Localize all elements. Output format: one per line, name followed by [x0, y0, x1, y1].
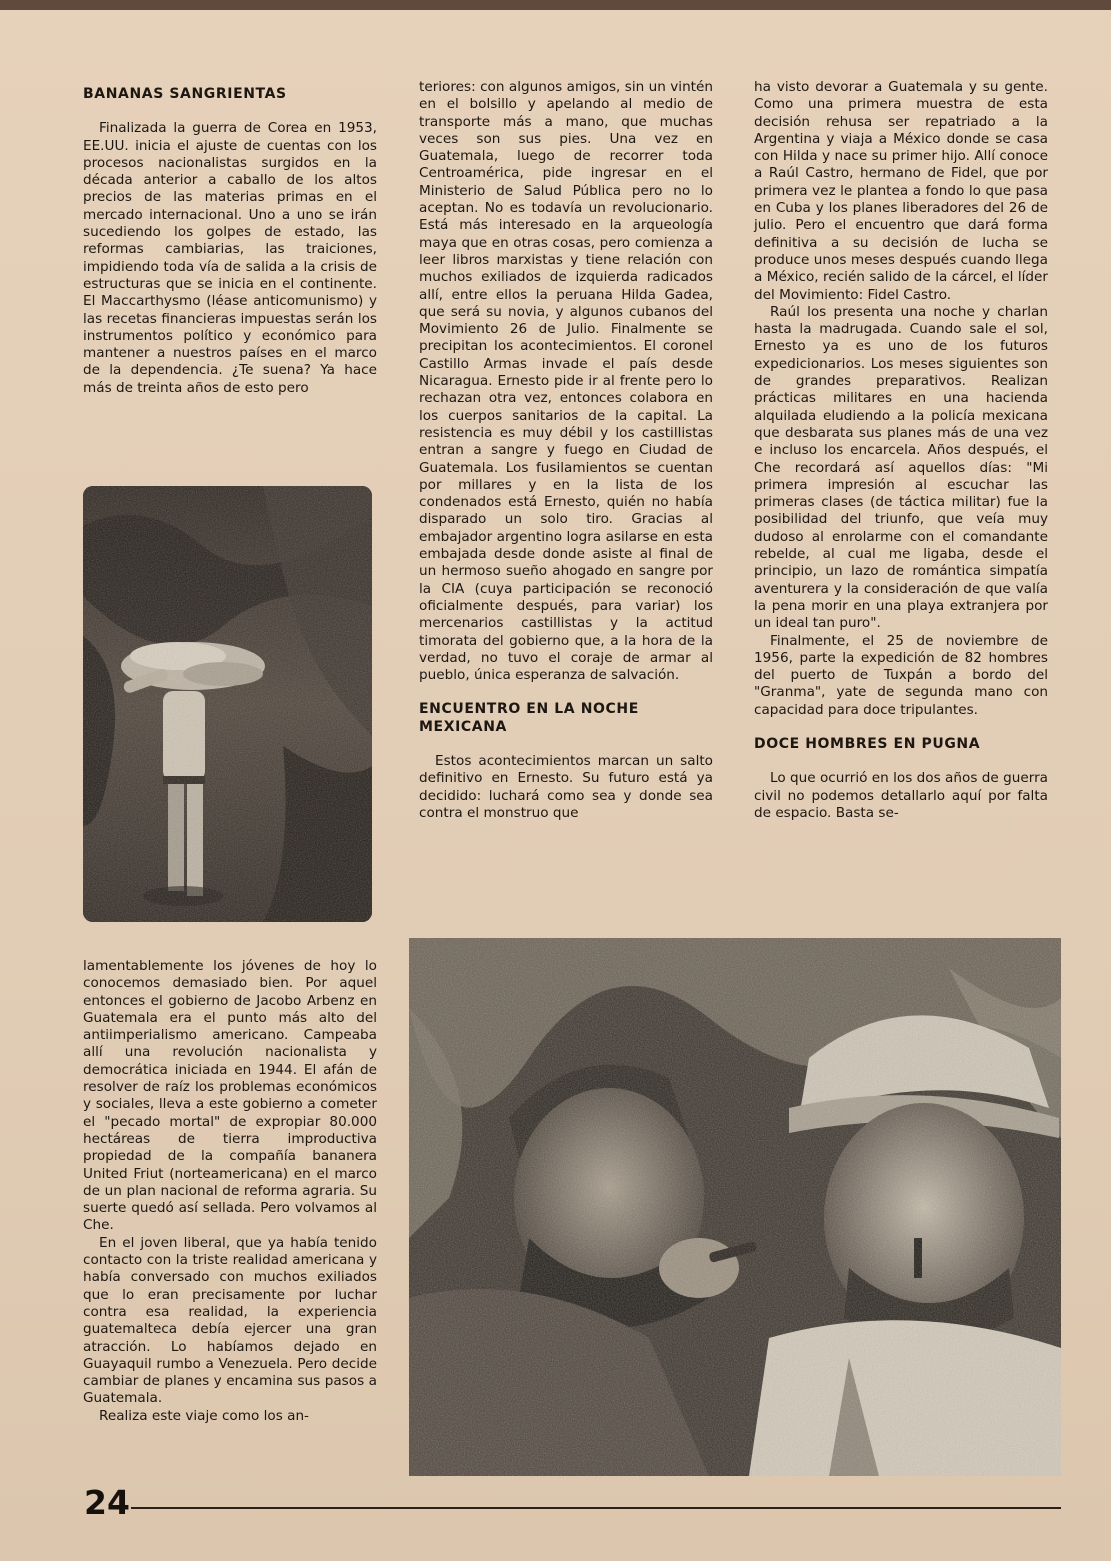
section-heading-bananas: BANANAS SANGRIENTAS [83, 86, 287, 102]
paragraph: Lo que ocurrió en los dos años de guerra civil no podemos detallarlo aquí por falta de espacio. Basta se- [754, 770, 1048, 821]
paragraph: En el joven liberal, que ya había tenido contacto con la triste realidad americana y había conversado con muchos exiliados que lo eran precisamente por luchar contra esa realidad, la experiencia guatemalteca debía ejercer una gran atracción. Lo habíamos dejado en Guayaquil rumbo a Venezuela. Pero decide cambiar de planes y encamina sus pasos a Guatemala. [83, 1234, 377, 1407]
paragraph: Finalmente, el 25 de noviembre de 1956, parte la expedición de 82 hombres del puerto de Tuxpán a bordo del "Granma", yate de segunda mano con capacidad para doce tripulantes. [754, 632, 1048, 718]
paragraph: lamentablemente los jóvenes de hoy lo conocemos demasiado bien. Por aquel entonces el gobierno de Jacobo Arbenz en Guatemala era el punto más alto del antiimperialismo americano. Campeaba allí una revolución nacionalista y democrática iniciada en 1944. El afán de resolver de raíz los problemas económicos y sociales, lleva a este gobierno a cometer el "pecado mortal" de expropiar 80.000 hectáreas de tierra improductiva propiedad de la compañía bananera United Friut (norteamericana) en el marco de un plan nacional de reforma agraria. Su suerte quedó así sellada. Pero volvamos al Che. [83, 958, 377, 1234]
photo-banana-worker [83, 486, 372, 922]
paragraph: Finalizada la guerra de Corea en 1953, EE.UU. inicia el ajuste de cuentas con los procesos nacionalistas surgidos en la década anterior a caballo de los altos precios de las materias primas en el mercado internacional. Uno a uno se irán sucediendo los golpes de estado, las reformas cambiarias, las traiciones, impidiendo toda vía de salida a la crisis de estructuras que se inicia en el continente. El Maccarthysmo (léase anticomunismo) y las recetas financieras impuestas serán los instrumentos político y económico para mantener a nuestros países en el marco de la dependencia. ¿Te suena? Ya hace más de treinta años de esto pero [83, 120, 377, 396]
page-number: 24 [84, 1483, 130, 1522]
paragraph: Realiza este viaje como los an- [99, 1407, 309, 1424]
bottom-rule [131, 1507, 1061, 1509]
section-heading-doce: DOCE HOMBRES EN PUGNA [754, 735, 981, 752]
photo-guerrillas [409, 938, 1061, 1476]
banana-worker-image [83, 486, 372, 922]
paragraph: Estos acontecimientos marcan un salto definitivo en Ernesto. Su futuro está ya decidido: luchará como sea y donde sea contra el monstruo que [419, 752, 713, 821]
paragraph: Raúl los presenta una noche y charlan hasta la madrugada. Cuando sale el sol, Ernesto ya es uno de los futuros expedicionarios. Los meses siguientes son de grandes preparativos. Realizan prácticas militares en una hacienda alquilada eludiendo a la policía mexicana que desbarata sus planes más de una vez e incluso los encarcela. Años después, el Che recordará así aquellos días: "Mi primera impresión al escuchar las primeras clases (de táctica militar) fue la posibilidad del triunfo, que veía muy dudoso al enrolarme con el comandante rebelde, al cual me ligaba, desde el principio, un lazo de romántica simpatía aventurera y la consideración de que valía la pena morir en una playa extranjera por un ideal tan puro". [754, 303, 1048, 632]
column-1-top [83, 86, 377, 397]
guerrillas-image [409, 938, 1061, 1476]
column-2 [419, 79, 713, 822]
column-1-bottom [83, 958, 377, 1425]
page-top-edge [0, 0, 1111, 10]
paragraph: teriores: con algunos amigos, sin un vintén en el bolsillo y apelando al medio de transporte más a mano, que muchas veces son sus pies. Una vez en Guatemala, luego de recorrer toda Centroamérica, pide ingresar en el Ministerio de Salud Pública pero no lo aceptan. No es todavía un revolucionario. Está más interesado en la arqueología maya que en otras cosas, pero comienza a leer libros marxistas y tiene relación con muchos exiliados de izquierda radicados allí, entre ellos la peruana Hilda Gadea, que será su novia, y algunos cubanos del Movimiento 26 de Julio. Finalmente se precipitan los acontecimientos. El coronel Castillo Armas invade el país desde Nicaragua. Ernesto pide ir al frente pero lo rechazan otra vez, entonces colabora en los cuerpos sanitarios de la capital. La resistencia es muy débil y los castillistas entran a sangre y fuego en Ciudad de Guatemala. Los fusilamientos se cuentan por millares y en la lista de los condenados está Ernesto, quién no había disparado un solo tiro. Gracias al embajador argentino logra asilarse en esta embajada desde donde asiste al final de un hermoso sueño ahogado en sangre por la CIA (cuya participación se reconoció oficialmente después, para variar) los mercenarios castillistas y la actitud timorata del gobierno que, a la hora de la verdad, no tuvo el coraje de armar al pueblo, única esperanza de salvación. [419, 79, 713, 684]
section-heading-encuentro: ENCUENTRO EN LA NOCHE MEXICANA [419, 701, 639, 735]
column-3 [754, 79, 1048, 822]
paragraph: ha visto devorar a Guatemala y su gente. Como una primera muestra de esta decisión rehusa ser repatriado a la Argentina y viaja a México donde se casa con Hilda y nace su primer hijo. Allí conoce a Raúl Castro, hermano de Fidel, que por primera vez le plantea a fondo lo que pasa en Cuba y los planes liberadores del 26 de julio. Pero el encuentro que dará forma definitiva a su decisión de lucha se produce unos meses después cuando llega a México, recién salido de la cárcel, el líder del Movimiento: Fidel Castro. [754, 79, 1048, 303]
